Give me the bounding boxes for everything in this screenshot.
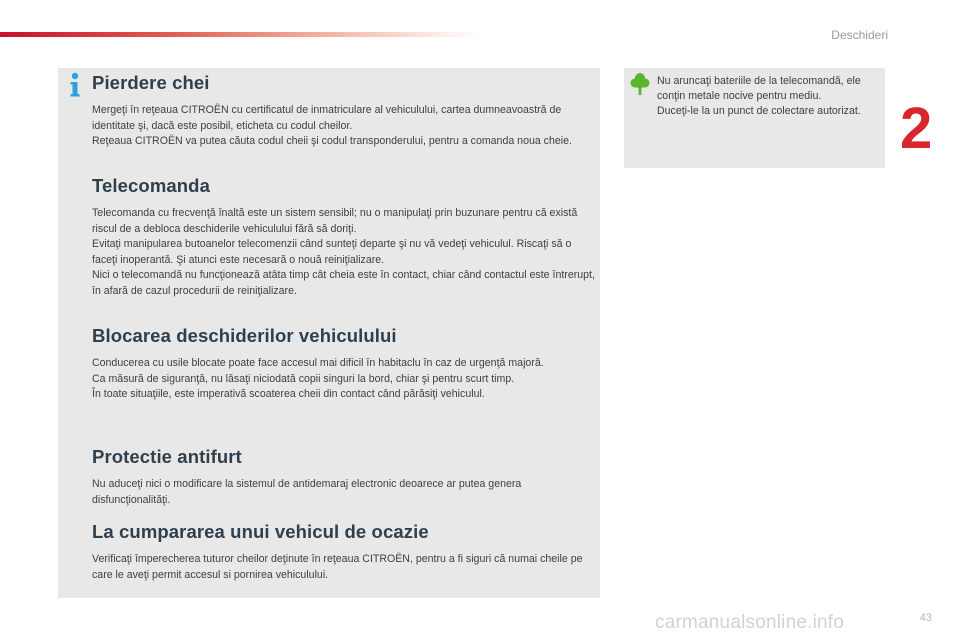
section-heading: La cumpararea unui vehicul de ocazie [92,521,429,542]
section-antitheft [92,446,598,508]
eco-tree-icon [630,72,650,96]
section-body: Verificaţi împerecherea tuturor cheilor deţinute în reţeaua CITROËN, pentru a fi siguri că numai cheile pe care le aveţi permit accesul si pornirea vehiculului. [92,553,583,581]
section-heading: Pierdere chei [92,72,210,93]
section-body: Telecomanda cu frecvenţă înaltă este un sistem sensibil; nu o manipulaţi prin buzunare pentru că există riscul de a debloca deschiderile vehiculului fără să doriţi. Evitaţi manipularea butoanelor telecomenzii când sunteţi departe şi nu vă vedeţi vehiculul. Riscaţi să o faceţi inoperantă. Şi atunci este necesară o nouă reiniţializare. Nici o telecomandă nu funcţionează atâta timp cât cheia este în contact, chiar când contactul este întrerupt, în afară de cazul procedurii de reiniţializare. [92,207,595,297]
section-heading: Telecomanda [92,175,210,196]
section-remote-control [92,175,598,299]
eco-note-text: Nu aruncaţi bateriile de la telecomandă, ele conţin metale nocive pentru mediu. Duceţi-le la un punct de colectare autorizat. [657,75,861,118]
page-number: 43 [919,612,932,624]
chapter-number: 2 [900,96,933,161]
section-lost-keys [92,72,598,150]
watermark: carmanualsonline.info [655,612,845,633]
section-door-locking [92,325,598,403]
section-body: Mergeţi în reţeaua CITROËN cu certificatul de inmatriculare al vehiculului, cartea dumneavoastră de identitate şi, dacă este posibil, eticheta cu codul cheilor. Reţeaua CITROËN va putea căuta codul cheii şi codul transponderului, pentru a comanda noua cheie. [92,104,572,147]
header-accent-bar [0,32,480,37]
section-body: Conducerea cu usile blocate poate face accesul mai dificil în habitaclu în caz de urgenţă majoră. Ca măsură de siguranţă, nu lăsaţi niciodată copii singuri la bord, chiar şi pentru scurt timp. În toate situaţiile, este imperativă scoaterea cheii din contact când părăsiţi vehiculul. [92,357,544,400]
section-used-vehicle [92,521,598,583]
section-heading: Protectie antifurt [92,446,242,467]
chapter-title: Deschideri [831,28,888,42]
section-body: Nu aduceţi nici o modificare la sistemul de antidemaraj electronic deoarece ar putea genera disfuncţionalităţi. [92,478,522,506]
info-icon [68,72,82,98]
section-heading: Blocarea deschiderilor vehiculului [92,325,397,346]
